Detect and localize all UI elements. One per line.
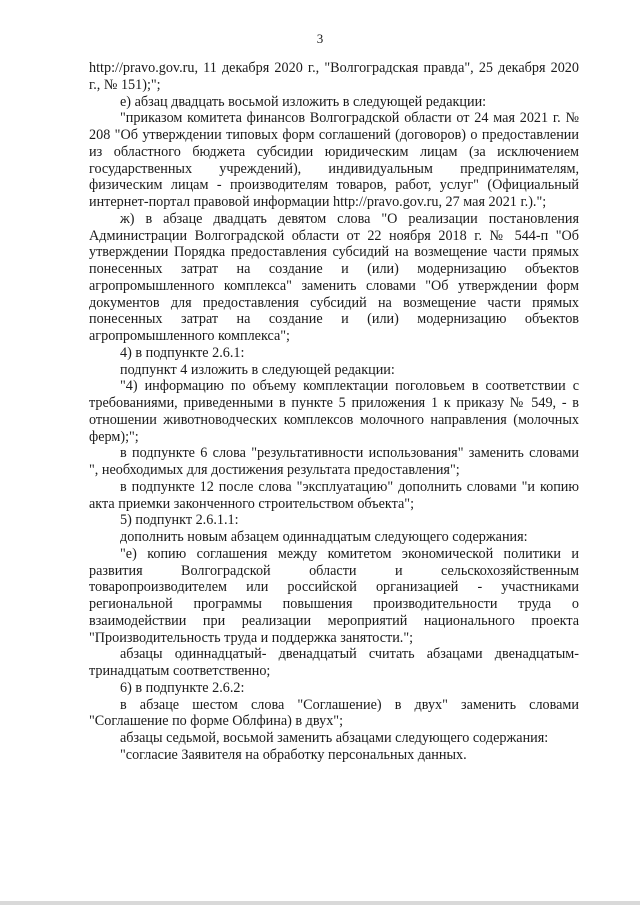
page-number: 3 [316,31,324,46]
paragraph-item-e: е) абзац двадцать восьмой изложить в следующей редакции: [120,93,487,110]
paragraph-seventh-eighth: абзацы седьмой, восьмой заменить абзацами следующего содержания: [120,730,549,746]
paragraph-subitem-4-text: "4) информацию по объему комплектации поголовьем в соответствии с требованиями, приведенными в пункте 5 приложения 1 к приказу № 549, - в отношении животноводческих комплексов молочного направления (молочных ферм);"; [89,378,579,445]
scan-bottom-edge [0,901,640,905]
paragraph-url-continuation: http://pravo.gov.ru, 11 декабря 2020 г., "Волгоградская правда", 25 декабря 2020 г., № 151);"; [89,60,579,93]
paragraph-order-text: "приказом комитета финансов Волгоградской области от 24 мая 2021 г. № 208 "Об утверждении типовых форм соглашений (договоров) о предоставлении из областного бюджета субсидии юридическим лицам (за исключением государственных учреждений), индивидуальным предпринимателям, физическим лицам - производителям товаров, работ, услуг" (Официальный интернет-портал правовой информации http://pravo.gov.ru, 27 мая 2021 г.)."; [89,110,579,210]
paragraph-item-zh: ж) в абзаце двадцать девятом слова "О реализации постановления Администрации Волгоградской области от 22 ноября 2018 г. № 544-п "Об утверждении Порядка предоставления субсидий на возмещение части прямых понесенных затрат на создание и (или) модернизацию объектов агропромышленного комплекса" заменить словами "Об утверждении форм документов для предоставления субсидий на возмещение части прямых понесенных затрат на создание и (или) модернизацию объектов агропромышленного комплекса"; [89,210,579,344]
paragraph-sixth: в абзаце шестом слова "Соглашение) в двух" заменить словами "Соглашение по форме Облфина) в двух"; [89,696,579,730]
paragraph-item-e-copy: "е) копию соглашения между комитетом экономической политики и развития Волгоградской области и сельскохозяйственным товаропроизводителем или российской организацией - участниками региональной программы повышения производительности труда о взаимодействии при реализации мероприятий национального проекта "Производительность труда и поддержка занятости."; [89,545,579,646]
paragraph-add-eleventh: дополнить новым абзацем одиннадцатым следующего содержания: [120,529,528,545]
paragraph-item-6: 6) в подпункте 2.6.2: [120,679,245,696]
paragraph-subitem-4: подпункт 4 изложить в следующей редакции: [120,361,395,378]
paragraph-subitem-12: в подпункте 12 после слова "эксплуатацию" дополнить словами "и копию акта приемки законченного строительством объекта"; [89,478,579,512]
paragraph-subitem-6: в подпункте 6 слова "результативности использования" заменить словами ", необходимых для достижения результата предоставления"; [89,445,579,478]
paragraph-renumber: абзацы одиннадцатый- двенадцатый считать абзацами двенадцатым-тринадцатым соответственно; [89,646,579,679]
document-body [89,60,579,764]
paragraph-consent: "согласие Заявителя на обработку персональных данных. [120,746,467,763]
paragraph-item-5: 5) подпункт 2.6.1.1: [120,512,239,529]
paragraph-item-4: 4) в подпункте 2.6.1: [120,344,245,361]
